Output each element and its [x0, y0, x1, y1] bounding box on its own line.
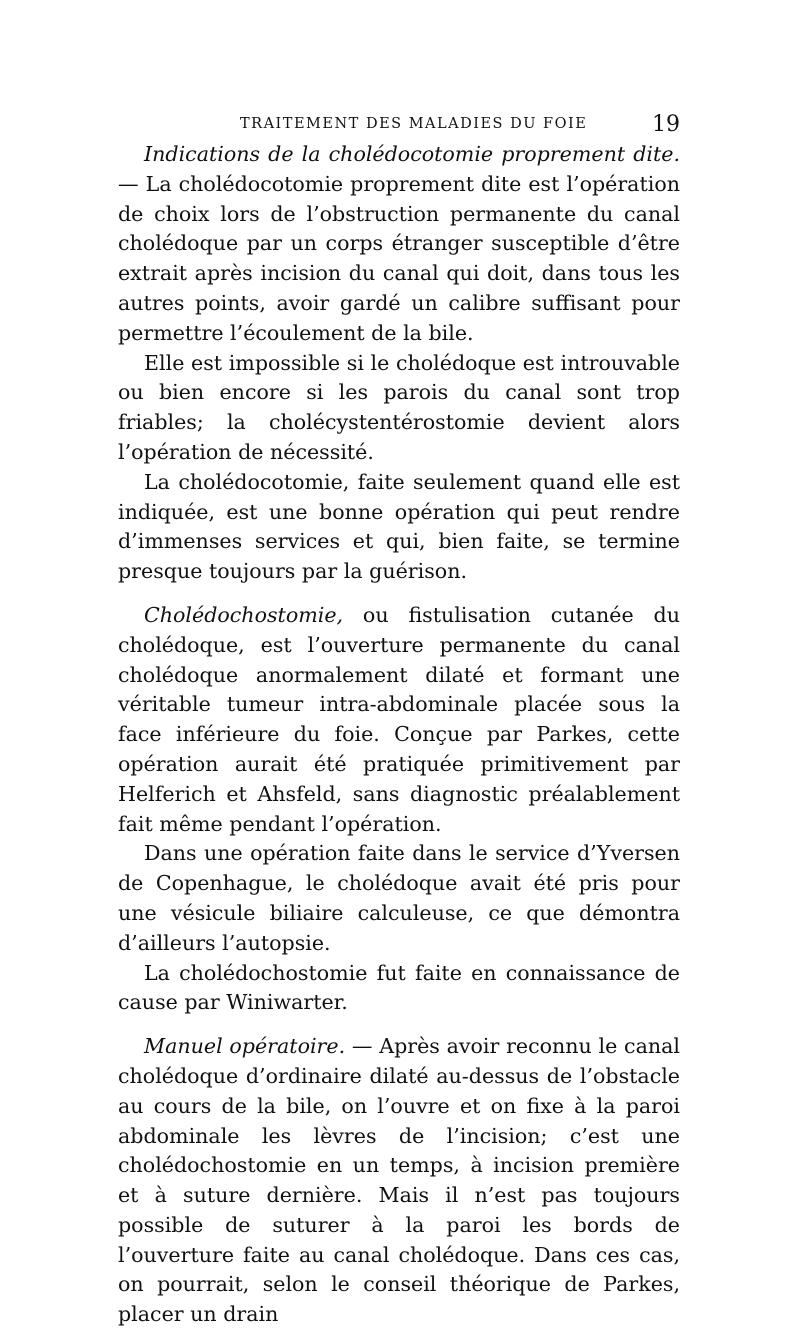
paragraph-impossible [118, 349, 680, 468]
paragraph-text: La cholédochostomie fut faite en connaissance de cause par Winiwarter. [118, 960, 680, 1015]
paragraph-winiwarter [118, 959, 680, 1019]
paragraph-cholédochostomie [118, 601, 680, 839]
paragraph-conclusion [118, 468, 680, 587]
running-title: TRAITEMENT DES MALADIES DU FOIE [240, 116, 588, 132]
paragraph-text: — La cholédocotomie proprement dite est l’opération de choix lors de l’obstruction permanente du canal cholédoque par un corps étranger susceptible d’être extrait après incision du canal qui doit, dans tous les autres points, avoir gardé un calibre suffisant pour permettre l’écoulement de la bile. [118, 171, 680, 345]
section-heading-indications: Indications de la cholédocotomie proprement dite. [144, 142, 680, 166]
paragraph-text: — Après avoir reconnu le canal cholédoque d’ordinaire dilaté au-dessus de l’obstacle au cours de la bile, on l’ouvre et on fixe à la paroi abdominale les lèvres de l’incision; c’est une cholédochostomie en un temps, à incision première et à suture dernière. Mais il n’est pas toujours possible de suturer à la paroi les bords de l’ouverture faite au canal cholédoque. Dans ces cas, on pourrait, selon le conseil théorique de Parkes, placer un drain [118, 1034, 680, 1327]
section-heading-manuel-operatoire: Manuel opératoire. [144, 1034, 346, 1059]
paragraph-text: Dans une opération faite dans le service d’Yversen de Copenhague, le cholédoque avait été pris pour une vésicule biliaire calculeuse, ce que démontra d’ailleurs l’autopsie. [118, 841, 680, 955]
running-head [118, 112, 680, 140]
paragraph-manuel-operatoire [118, 1032, 680, 1330]
paragraph-text: Elle est impossible si le cholédoque est introuvable ou bien encore si les parois du canal sont trop friables; la cholécystentérostomie devient alors l’opération de nécessité. [118, 350, 680, 464]
paragraph-indications [118, 140, 680, 349]
section-heading-cholédochostomie: Cholédochostomie, [144, 602, 344, 627]
paragraph-text: ou fistulisation cutanée du cholédoque, est l’ouverture permanente du canal cholédoque anormalement dilaté et formant une véritable tumeur intra-abdominale placée sous la face inférieure du foie. Conçue par Parkes, cette opération aurait été pratiquée primitivement par Helferich et Ahsfeld, sans diagnostic préalablement fait même pendant l’opération. [118, 602, 680, 836]
book-page [118, 112, 680, 1330]
page-number: 19 [652, 112, 680, 137]
paragraph-text: La cholédocotomie, faite seulement quand elle est indiquée, est une bonne opération qui peut rendre d’immenses services et qui, bien faite, se termine presque toujours par la guérison. [118, 469, 680, 584]
paragraph-copenhague [118, 839, 680, 958]
